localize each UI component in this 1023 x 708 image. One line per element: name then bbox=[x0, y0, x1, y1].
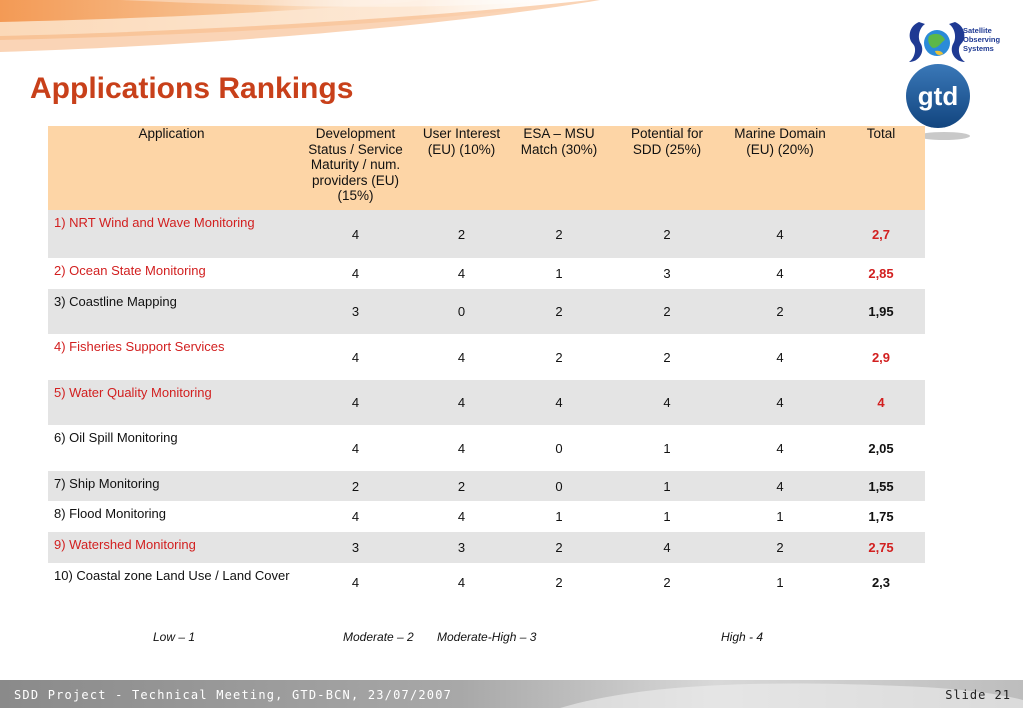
score-cell: 4 bbox=[457, 509, 466, 524]
score-cell: 4 bbox=[611, 380, 723, 425]
score-cell: 3 bbox=[295, 289, 416, 334]
table-row bbox=[48, 258, 925, 289]
header-user-interest: User Interest (EU) (10%) bbox=[416, 126, 507, 210]
application-name: 2) Ocean State Monitoring bbox=[54, 263, 206, 278]
score-cell: 0 bbox=[507, 471, 611, 501]
score-cell: 1 bbox=[776, 574, 784, 590]
table-row bbox=[48, 471, 925, 501]
score-cell: 2 bbox=[555, 349, 563, 365]
score-cell: 2 bbox=[507, 532, 611, 563]
score-cell: 3 bbox=[295, 532, 416, 563]
slide-number: Slide 21 bbox=[945, 688, 1011, 702]
score-cell: 4 bbox=[351, 266, 360, 281]
score-cell: 2 bbox=[555, 574, 563, 590]
score-cell: 4 bbox=[507, 380, 611, 425]
table-row bbox=[48, 334, 925, 380]
rankings-table bbox=[48, 126, 925, 601]
score-cell: 4 bbox=[295, 210, 416, 258]
score-cell: 4 bbox=[723, 210, 837, 258]
total-score: 1,75 bbox=[868, 509, 894, 524]
sos-logo-text: Satellite Observing Systems bbox=[963, 26, 1001, 53]
footer-project-info: SDD Project - Technical Meeting, GTD-BCN, 23/07/2007 bbox=[14, 688, 453, 702]
table-row bbox=[48, 380, 925, 425]
score-cell: 1 bbox=[555, 266, 563, 281]
page-title: Applications Rankings bbox=[30, 72, 354, 105]
total-score: 2,3 bbox=[871, 574, 891, 590]
application-name: 6) Oil Spill Monitoring bbox=[54, 430, 178, 445]
legend-high: High - 4 bbox=[721, 630, 764, 644]
application-name: 5) Water Quality Monitoring bbox=[48, 380, 295, 425]
score-cell: 4 bbox=[351, 349, 360, 365]
score-cell: 1 bbox=[776, 509, 784, 524]
legend-moderate: Moderate – 2 bbox=[343, 630, 414, 644]
header-development-status: Development Status / Service Maturity / num. providers (EU) (15%) bbox=[295, 126, 416, 210]
score-cell: 4 bbox=[611, 532, 723, 563]
application-name: 9) Watershed Monitoring bbox=[48, 532, 295, 563]
total-score: 2,85 bbox=[868, 266, 894, 281]
sos-logo-icon bbox=[905, 18, 1017, 66]
score-cell: 4 bbox=[723, 471, 837, 501]
application-name: 3) Coastline Mapping bbox=[48, 289, 295, 334]
total-score: 1,95 bbox=[837, 289, 925, 334]
score-cell: 4 bbox=[457, 266, 466, 281]
score-cell: 2 bbox=[723, 532, 837, 563]
score-cell: 4 bbox=[776, 349, 784, 365]
header-swoosh bbox=[0, 0, 1023, 80]
score-cell: 1 bbox=[611, 471, 723, 501]
score-cell: 2 bbox=[611, 289, 723, 334]
score-cell: 3 bbox=[416, 532, 507, 563]
score-cell: 4 bbox=[723, 380, 837, 425]
score-cell: 2 bbox=[416, 471, 507, 501]
score-cell: 2 bbox=[295, 471, 416, 501]
header-total: Total bbox=[837, 126, 925, 210]
score-cell: 2 bbox=[507, 210, 611, 258]
score-cell: 1 bbox=[663, 440, 671, 456]
application-name: 10) Coastal zone Land Use / Land Cover bbox=[54, 568, 290, 583]
score-cell: 2 bbox=[611, 210, 723, 258]
header-potential-sdd: Potential for SDD (25%) bbox=[611, 126, 723, 210]
total-score: 1,55 bbox=[837, 471, 925, 501]
score-cell: 4 bbox=[457, 574, 466, 590]
table-row bbox=[48, 425, 925, 471]
total-score: 2,75 bbox=[837, 532, 925, 563]
application-name: 4) Fisheries Support Services bbox=[54, 339, 225, 354]
total-score: 2,05 bbox=[868, 440, 894, 456]
table-row bbox=[48, 563, 925, 601]
application-name: 1) NRT Wind and Wave Monitoring bbox=[48, 210, 295, 258]
score-cell: 4 bbox=[776, 266, 784, 281]
table-row bbox=[48, 210, 925, 258]
score-cell: 4 bbox=[457, 349, 466, 365]
application-name: 7) Ship Monitoring bbox=[48, 471, 295, 501]
total-score: 2,7 bbox=[837, 210, 925, 258]
score-cell: 4 bbox=[776, 440, 784, 456]
score-cell: 0 bbox=[416, 289, 507, 334]
score-cell: 4 bbox=[457, 440, 466, 456]
svg-text:gtd: gtd bbox=[917, 81, 959, 111]
header-esa-msu-match: ESA – MSU Match (30%) bbox=[507, 126, 611, 210]
score-cell: 2 bbox=[416, 210, 507, 258]
table-header-row bbox=[48, 126, 925, 210]
score-cell: 2 bbox=[663, 349, 671, 365]
table-row bbox=[48, 501, 925, 532]
total-score: 2,9 bbox=[871, 349, 891, 365]
score-cell: 4 bbox=[351, 440, 360, 456]
score-cell: 2 bbox=[723, 289, 837, 334]
legend-moderate-high: Moderate-High – 3 bbox=[437, 630, 537, 644]
score-cell: 2 bbox=[663, 574, 671, 590]
application-name: 8) Flood Monitoring bbox=[54, 506, 166, 521]
total-score: 4 bbox=[837, 380, 925, 425]
score-cell: 1 bbox=[663, 509, 671, 524]
score-cell: 1 bbox=[555, 509, 563, 524]
score-cell: 4 bbox=[416, 380, 507, 425]
score-cell: 4 bbox=[351, 509, 360, 524]
legend-low: Low – 1 bbox=[153, 630, 196, 644]
score-cell: 2 bbox=[507, 289, 611, 334]
header-application: Application bbox=[48, 126, 295, 210]
table-row bbox=[48, 532, 925, 563]
score-cell: 0 bbox=[555, 440, 563, 456]
score-cell: 4 bbox=[295, 380, 416, 425]
score-cell: 3 bbox=[663, 266, 671, 281]
score-cell: 4 bbox=[351, 574, 360, 590]
table-row bbox=[48, 289, 925, 334]
header-marine-domain: Marine Domain (EU) (20%) bbox=[723, 126, 837, 210]
